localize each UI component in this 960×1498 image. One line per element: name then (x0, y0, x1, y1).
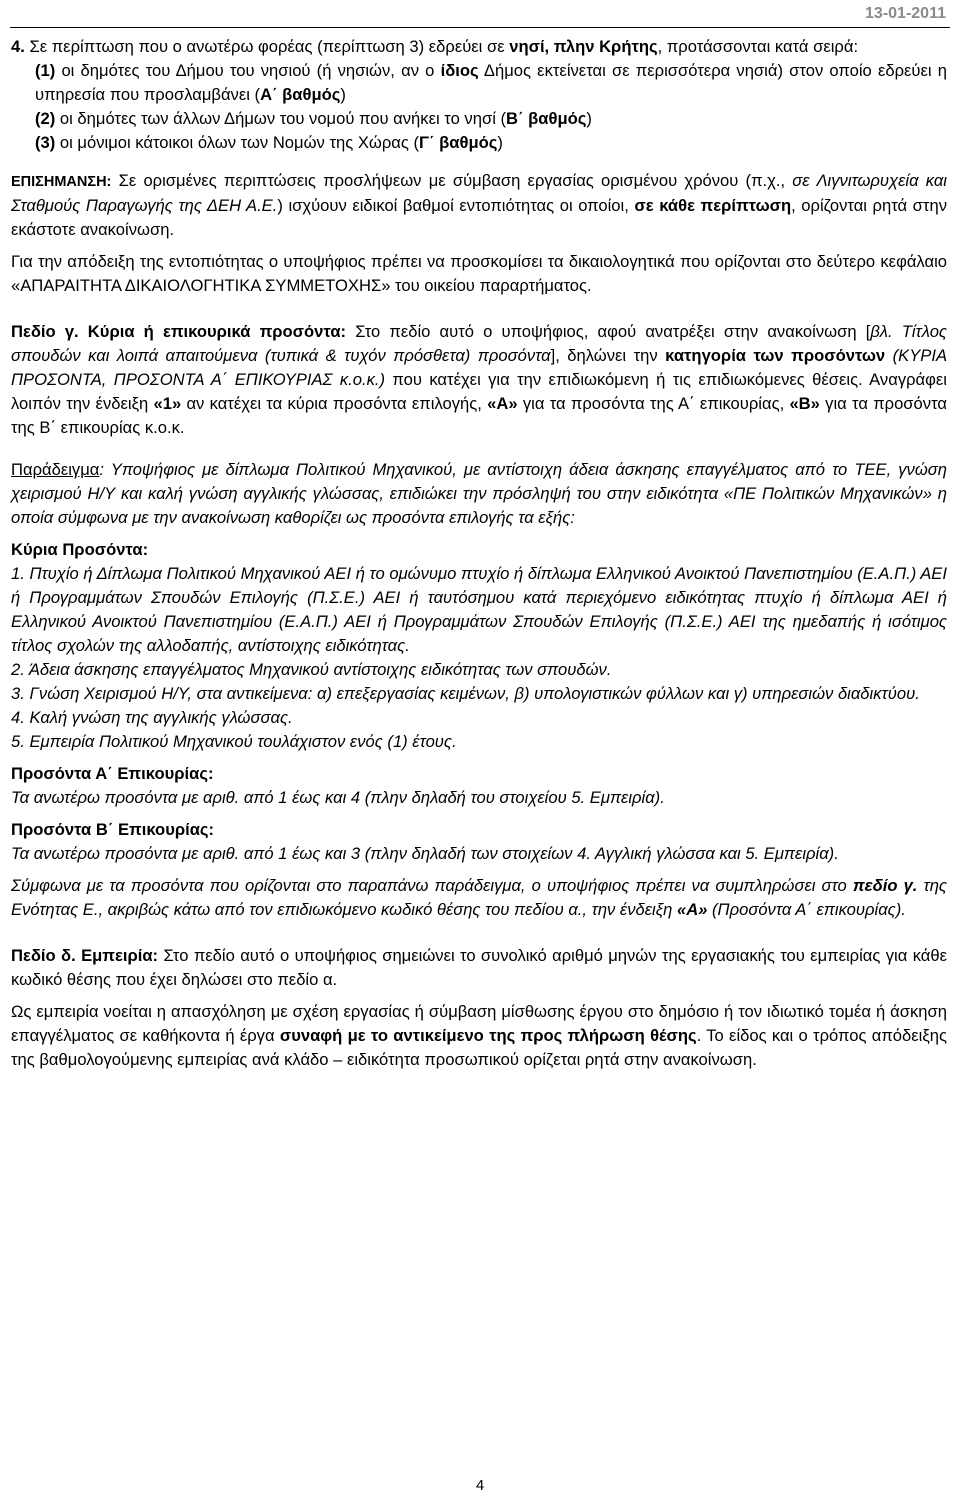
list-item: 2. Άδεια άσκησης επαγγέλματος Μηχανικού αντίστοιχης ειδικότητας των σπουδών. (11, 660, 612, 679)
aux-a-text: Τα ανωτέρω προσόντα με αριθ. από 1 έως και 4 (πλην δηλαδή του στοιχείου 5. Εμπειρία). (11, 788, 665, 807)
aux-b-label: Προσόντα Β΄ Επικουρίας: (11, 820, 215, 839)
main-qualifications-label: Κύρια Προσόντα: (11, 540, 149, 559)
example-paragraph: Παράδειγμα: Υποψήφιος με δίπλωμα Πολιτικού Μηχανικού, με αντίστοιχη άδεια άσκησης επαγγέλματος από το ΤΕΕ, γνώση χειρισμού Η/Υ και καλή γνώση αγγλικής γλώσσας, επιδιώκει την πρόσληψή του στην ειδικότητα «ΠΕ Πολιτικών Μηχανικών» η οποία σύμφωνα με την ανακοίνωση καθορίζει ως προσόντα επιλογής τα εξής: (11, 460, 947, 527)
aux-a-label: Προσόντα Α΄ Επικουρίας: (11, 764, 214, 783)
field-g-label: Πεδίο γ. Κύρια ή επικουρικά προσόντα: (11, 322, 347, 341)
proof-paragraph: Για την απόδειξη της εντοπιότητας ο υποψήφιος πρέπει να προσκομίσει τα δικαιολογητικά που ορίζονται στο δεύτερο κεφάλαιο «ΑΠΑΡΑΙΤΗΤΑ ΔΙΚΑΙΟΛΟΓΗΤΙΚΑ ΣΥΜΜΕΤΟΧΗΣ» του οικείου παραρτήματος. (11, 252, 947, 295)
section-4-item-2: (2) οι δημότες των άλλων Δήμων του νομού που ανήκει το νησί (Β΄ βαθμός) (35, 109, 592, 128)
header-rule (10, 27, 950, 28)
section-4-item-3: (3) οι μόνιμοι κάτοικοι όλων των Νομών της Χώρας (Γ΄ βαθμός) (35, 133, 503, 152)
experience-paragraph: Ως εμπειρία νοείται η απασχόληση με σχέση εργασίας ή σύμβαση μίσθωσης έργου στο δημόσιο ή τον ιδιωτικό τομέα ή άσκηση επαγγέλματος σε καθήκοντα ή έργα συναφή με το αντικείμενο της προς πλήρωση θέσης. Το είδος και ο τρόπος απόδειξης της βαθμολογούμενης εμπειρίας ανά κλάδο – ειδικότητα προσωπικού ορίζεται ρητά στην ανακοίνωση. (11, 1002, 947, 1069)
field-d-paragraph: Πεδίο δ. Εμπειρία: Στο πεδίο αυτό ο υποψήφιος σημειώνει το συνολικό αριθμό μηνών της εργασιακής του εμπειρίας για κάθε κωδικό θέσης που έχει δηλώσει στο πεδίο α. (11, 946, 948, 989)
aux-b-text: Τα ανωτέρω προσόντα με αριθ. από 1 έως και 3 (πλην δηλαδή των στοιχείων 4. Αγγλική γλώσσα και 5. Εμπειρία). (11, 844, 839, 863)
example-conclusion: Σύμφωνα με τα προσόντα που ορίζονται στο παραπάνω παράδειγμα, ο υποψήφιος πρέπει να συμπληρώσει στο πεδίο γ. της Ενότητας Ε., ακριβώς κάτω από τον επιδιωκόμενο κωδικό θέσης του πεδίου α., την ένδειξη «Α» (Προσόντα Α΄ επικουρίας). (11, 876, 948, 919)
note-paragraph: ΕΠΙΣΗΜΑΝΣΗ: Σε ορισμένες περιπτώσεις προσλήψεων με σύμβαση εργασίας ορισμένου χρόνου (π.χ., σε Λιγνιτωρυχεία και Σταθμούς Παραγωγής της ΔΕΗ Α.Ε.) ισχύουν ειδικοί βαθμοί εντοπιότητας οι οποίοι, σε κάθε περίπτωση, ορίζονται ρητά στην εκάστοτε ανακοίνωση. (11, 171, 948, 239)
field-g-paragraph: Πεδίο γ. Κύρια ή επικουρικά προσόντα: Στο πεδίο αυτό ο υποψήφιος, αφού ανατρέξει στην ανακοίνωση [βλ. Τίτλος σπουδών και λοιπά απαιτούμενα (τυπικά & τυχόν πρόσθετα) προσόντα], δηλώνει την κατηγορία των προσόντων (ΚΥΡΙΑ ΠΡΟΣΟΝΤΑ, ΠΡΟΣΟΝΤΑ Α΄ ΕΠΙΚΟΥΡΙΑΣ κ.ο.κ.) που κατέχει για την επιδιωκόμενη ή τις επιδιωκόμενες θέσεις. Αναγράφει λοιπόν την ένδειξη «1» αν κατέχει τα κύρια προσόντα επιλογής, «Α» για τα προσόντα της Α΄ επικουρίας, «Β» για τα προσόντα της Β΄ επικουρίας κ.ο.κ. (11, 322, 948, 437)
example-label: Παράδειγμα (11, 460, 100, 479)
field-d-label: Πεδίο δ. Εμπειρία: (11, 946, 159, 965)
page-number: 4 (475, 1477, 485, 1494)
list-item: 1. Πτυχίο ή Δίπλωμα Πολιτικού Μηχανικού ΑΕΙ ή το ομώνυμο πτυχίο ή δίπλωμα Ελληνικού Ανοικτού Πανεπιστημίου (Ε.Α.Π.) ΑΕΙ ή Προγραμμάτων Σπουδών Επιλογής (Π.Σ.Ε.) ΑΕΙ ή ταυτόσημου κατά περιεχόμενο ειδικότητας πτυχίο ή δίπλωμα ΑΕΙ ή Ελληνικού Ανοικτού Πανεπιστημίου (Ε.Α.Π.) ΑΕΙ ή Προγραμμάτων Σπουδών Επιλογής (Π.Σ.Ε.) ΑΕΙ της ημεδαπής ή ισότιμος τίτλος σχολών της αλλοδαπής, αντίστοιχης ειδικότητας. (11, 564, 947, 655)
list-item: 3. Γνώση Χειρισμού Η/Υ, στα αντικείμενα: α) επεξεργασίας κειμένων, β) υπολογιστικών φύλλων και γ) υπηρεσιών διαδικτύου. (11, 684, 920, 703)
section-4-intro: 4. Σε περίπτωση που ο ανωτέρω φορέας (περίπτωση 3) εδρεύει σε νησί, πλην Κρήτης, προτάσσονται κατά σειρά: (11, 37, 859, 56)
list-item: 4. Καλή γνώση της αγγλικής γλώσσας. (11, 708, 293, 727)
section-4-item-1: (1) οι δημότες του Δήμου του νησιού (ή νησιών, αν ο ίδιος Δήμος εκτείνεται σε περισσότερα νησιά) στον οποίο εδρεύει η υπηρεσία που προσλαμβάνει (Α΄ βαθμός) (35, 61, 947, 104)
note-label: ΕΠΙΣΗΜΑΝΣΗ: (11, 174, 112, 190)
section-number: 4. (11, 37, 25, 56)
header-date: 13-01-2011 (865, 5, 946, 22)
document-page (11, 32, 947, 1072)
list-item: 5. Εμπειρία Πολιτικού Μηχανικού τουλάχιστον ενός (1) έτους. (11, 732, 457, 751)
